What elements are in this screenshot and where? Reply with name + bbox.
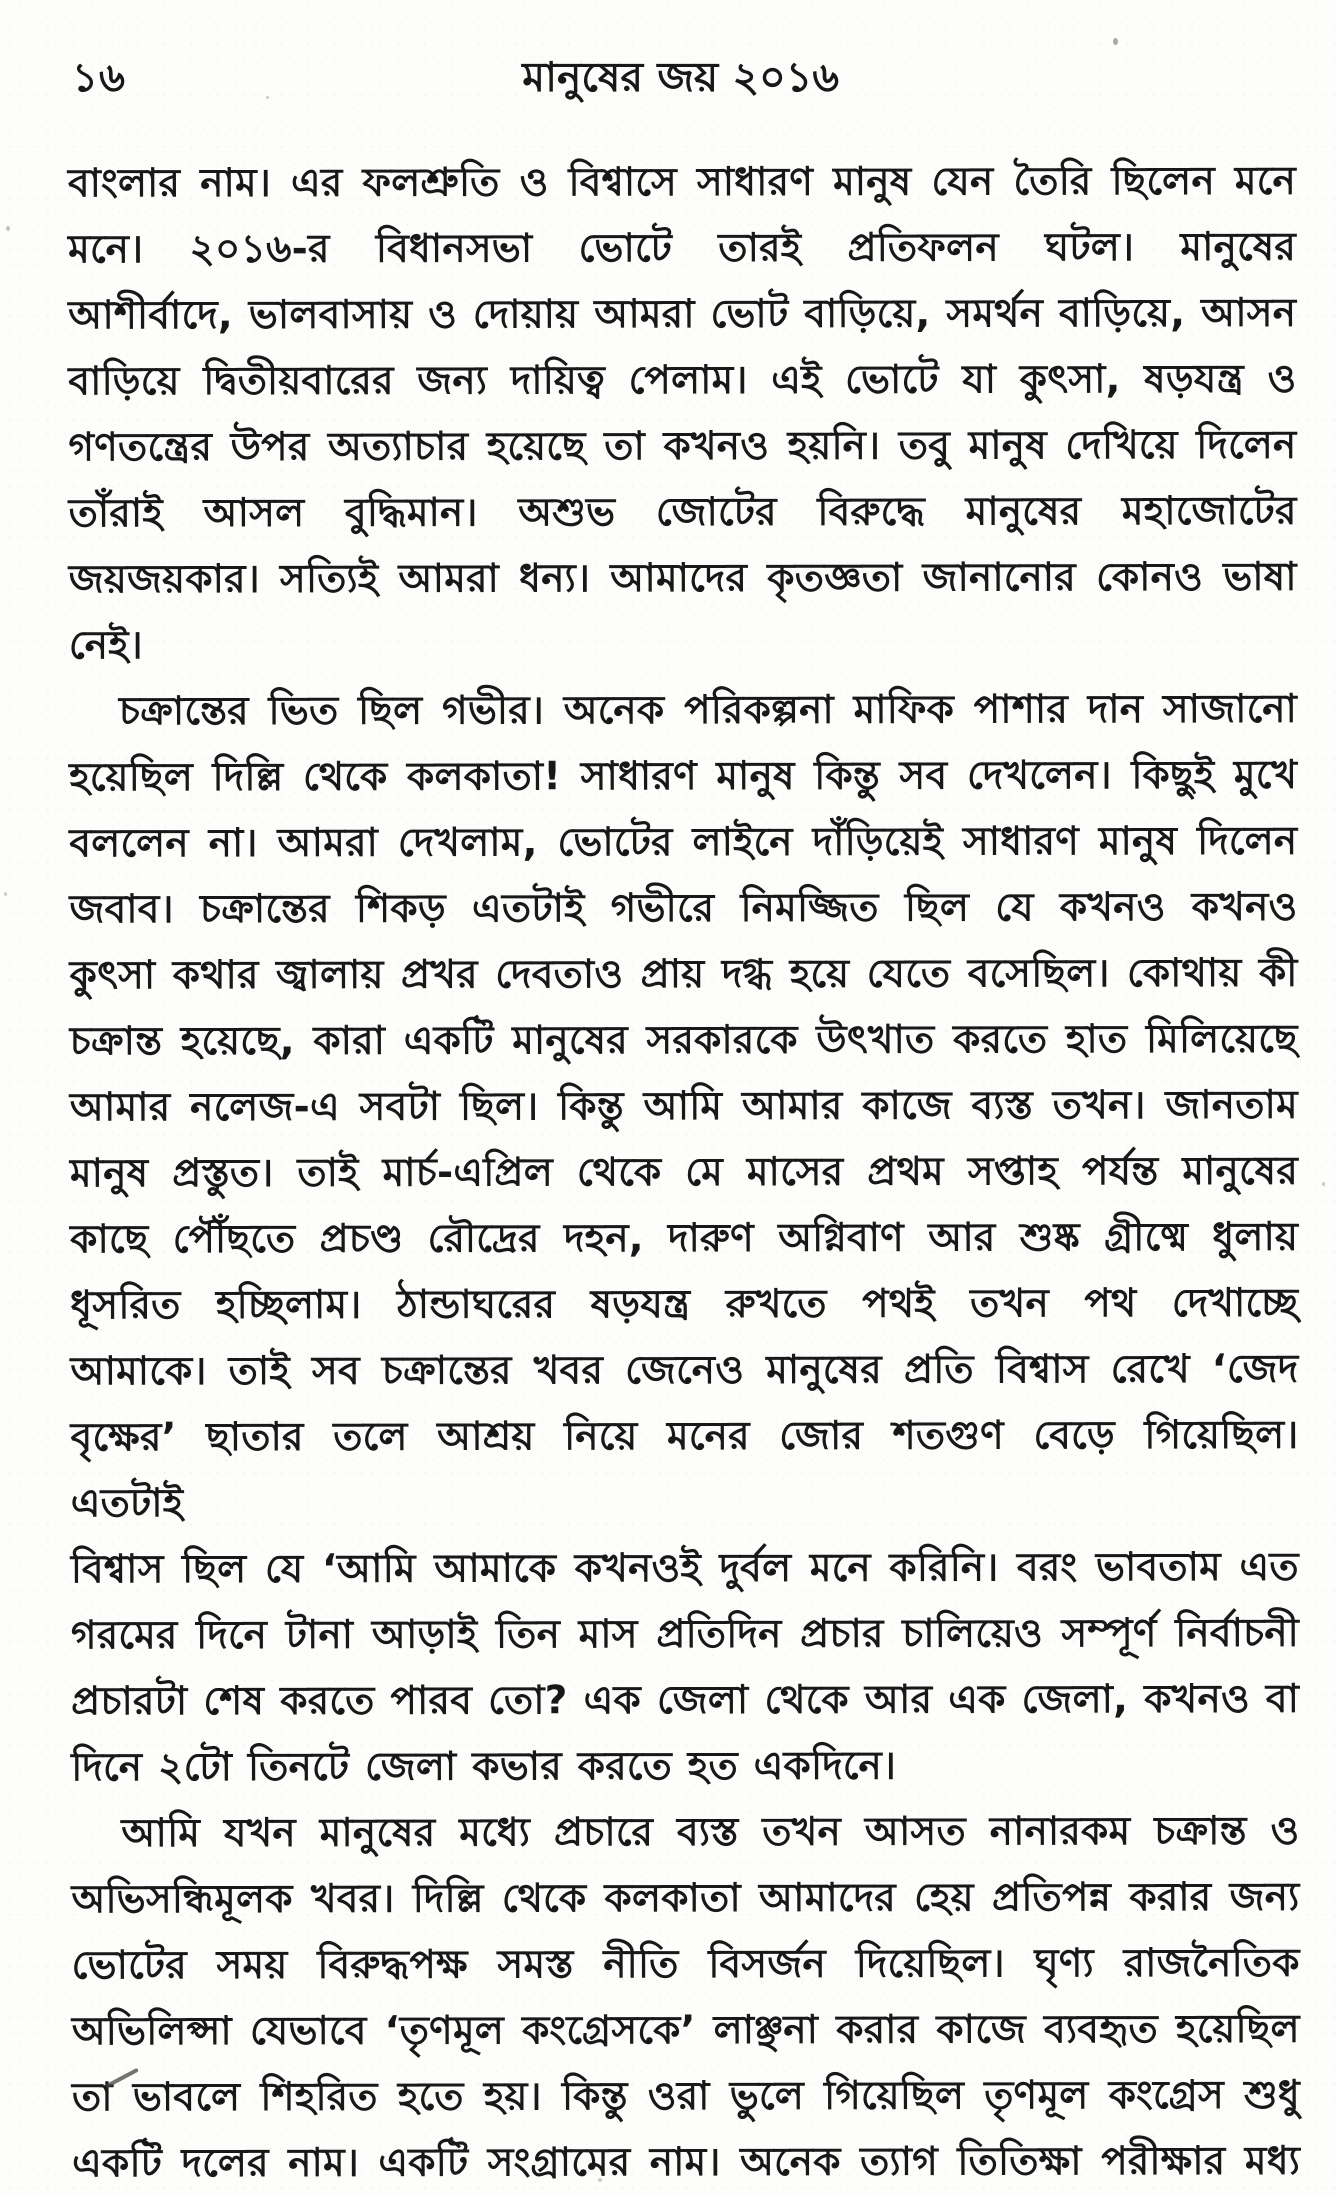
scan-speck: [1322, 1182, 1325, 1186]
text-line: বৃক্ষের’ ছাতার তলে আশ্রয় নিয়ে মনের জোর শতগুণ বেড়ে গিয়েছিল। এতটাই: [70, 1412, 1299, 1527]
text-line: ধূসরিত হচ্ছিলাম। ঠান্ডাঘরের ষড়যন্ত্র রুখতে পথই তখন পথ দেখাচ্ছে: [70, 1280, 1299, 1329]
text-line: হয়েছিল দিল্লি থেকে কলকাতা! সাধারণ মানুষ কিন্তু সব দেখলেন। কিছুই মুখে: [69, 752, 1298, 801]
text-line: বললেন না। আমরা দেখলাম, ভোটের লাইনে দাঁড়িয়েই সাধারণ মানুষ দিলেন: [69, 818, 1298, 867]
text-line: গণতন্ত্রের উপর অত্যাচার হয়েছে তা কখনও হয়নি। তবু মানুষ দেখিয়ে দিলেন: [68, 422, 1297, 471]
text-line: মানুষ প্রস্তুত। তাই মার্চ-এপ্রিল থেকে মে মাসের প্রথম সপ্তাহ পর্যন্ত মানুষের: [69, 1148, 1299, 1197]
text-line: চক্রান্ত হয়েছে, কারা একটি মানুষের সরকারকে উৎখাত করতে হাত মিলিয়েছে: [69, 1016, 1298, 1065]
text-line: জয়জয়কার। সত্যিই আমরা ধন্য। আমাদের কৃতজ্ঞতা জানানোর কোনও ভাষা: [68, 554, 1297, 603]
text-line: একটি দলের নাম। একটি সংগ্রামের নাম। অনেক ত্যাগ তিতিক্ষা পরীক্ষার মধ্য: [72, 2138, 1301, 2187]
text-line: তা ভাবলে শিহরিত হতে হয়। কিন্তু ওরা ভুলে গিয়েছিল তৃণমূল কংগ্রেস শুধু: [71, 2072, 1300, 2121]
scan-speck: [266, 96, 269, 99]
page-body: [68, 149, 1300, 2196]
text-line: বিশ্বাস ছিল যে ‘আমি আমাকে কখনওই দুর্বল মনে করিনি। বরং ভাবতাম এত: [70, 1544, 1299, 1593]
page-number: ১৬: [72, 55, 126, 101]
text-line: প্রচারটা শেষ করতে পারব তো? এক জেলা থেকে আর এক জেলা, কখনও বা: [71, 1676, 1300, 1725]
page-header: [0, 46, 1336, 108]
text-line: অভিসন্ধিমূলক খবর। দিল্লি থেকে কলকাতা আমাদের হেয় প্রতিপন্ন করার জন্য: [71, 1874, 1300, 1923]
text-line: গরমের দিনে টানা আড়াই তিন মাস প্রতিদিন প্রচার চালিয়েও সম্পূর্ণ নির্বাচনী: [70, 1610, 1300, 1659]
text-line: চক্রান্তের ভিত ছিল গভীর। অনেক পরিকল্পনা মাফিক পাশার দান সাজানো: [118, 686, 1298, 735]
text-line: দিনে ২টো তিনটে জেলা কভার করতে হত একদিনে।: [71, 1743, 897, 1791]
text-line: মনে। ২০১৬-র বিধানসভা ভোটে তারই প্রতিফলন ঘটল। মানুষের: [68, 224, 1297, 273]
running-title: মানুষের জয় ২০১৬: [522, 53, 840, 101]
scan-speck: [4, 892, 7, 896]
text-line: অভিলিপ্সা যেভাবে ‘তৃণমূল কংগ্রেসকে’ লাঞ্ছনা করার কাজে ব্যবহৃত হয়েছিল: [71, 2006, 1300, 2055]
text-line: কুৎসা কথার জ্বালায় প্রখর দেবতাও প্রায় দগ্ধ হয়ে যেতে বসেছিল। কোথায় কী: [69, 950, 1298, 999]
scan-speck: [6, 226, 10, 231]
text-line: আমি যখন মানুষের মধ্যে প্রচারে ব্যস্ত তখন আসত নানারকম চক্রান্ত ও: [121, 1808, 1300, 1857]
text-line: জবাব। চক্রান্তের শিকড় এতটাই গভীরে নিমজ্জিত ছিল যে কখনও কখনও: [69, 884, 1298, 933]
scan-speck: [1113, 38, 1118, 45]
scan-speck: [598, 2178, 602, 2182]
text-line: তাঁরাই আসল বুদ্ধিমান। অশুভ জোটের বিরুদ্ধে মানুষের মহাজোটের: [68, 488, 1297, 537]
text-line: বাড়িয়ে দ্বিতীয়বারের জন্য দায়িত্ব পেলাম। এই ভোটে যা কুৎসা, ষড়যন্ত্র ও: [68, 356, 1297, 405]
text-line: কাছে পৌঁছতে প্রচণ্ড রৌদ্রের দহন, দারুণ অগ্নিবাণ আর শুষ্ক গ্রীষ্মে ধুলায়: [70, 1214, 1299, 1263]
text-line: আমার নলেজ-এ সবটা ছিল। কিন্তু আমি আমার কাজে ব্যস্ত তখন। জানতাম: [69, 1082, 1298, 1131]
text-line: আমাকে। তাই সব চক্রান্তের খবর জেনেও মানুষের প্রতি বিশ্বাস রেখে ‘জেদ: [70, 1346, 1299, 1395]
text-line: নেই।: [68, 623, 143, 669]
text-line: বাংলার নাম। এর ফলশ্রুতি ও বিশ্বাসে সাধারণ মানুষ যেন তৈরি ছিলেন মনে: [67, 158, 1296, 207]
text-line: ভোটের সময় বিরুদ্ধপক্ষ সমস্ত নীতি বিসর্জন দিয়েছিল। ঘৃণ্য রাজনৈতিক: [71, 1940, 1300, 1989]
text-line: আশীর্বাদে, ভালবাসায় ও দোয়ায় আমরা ভোট বাড়িয়ে, সমর্থন বাড়িয়ে, আসন: [68, 290, 1297, 339]
